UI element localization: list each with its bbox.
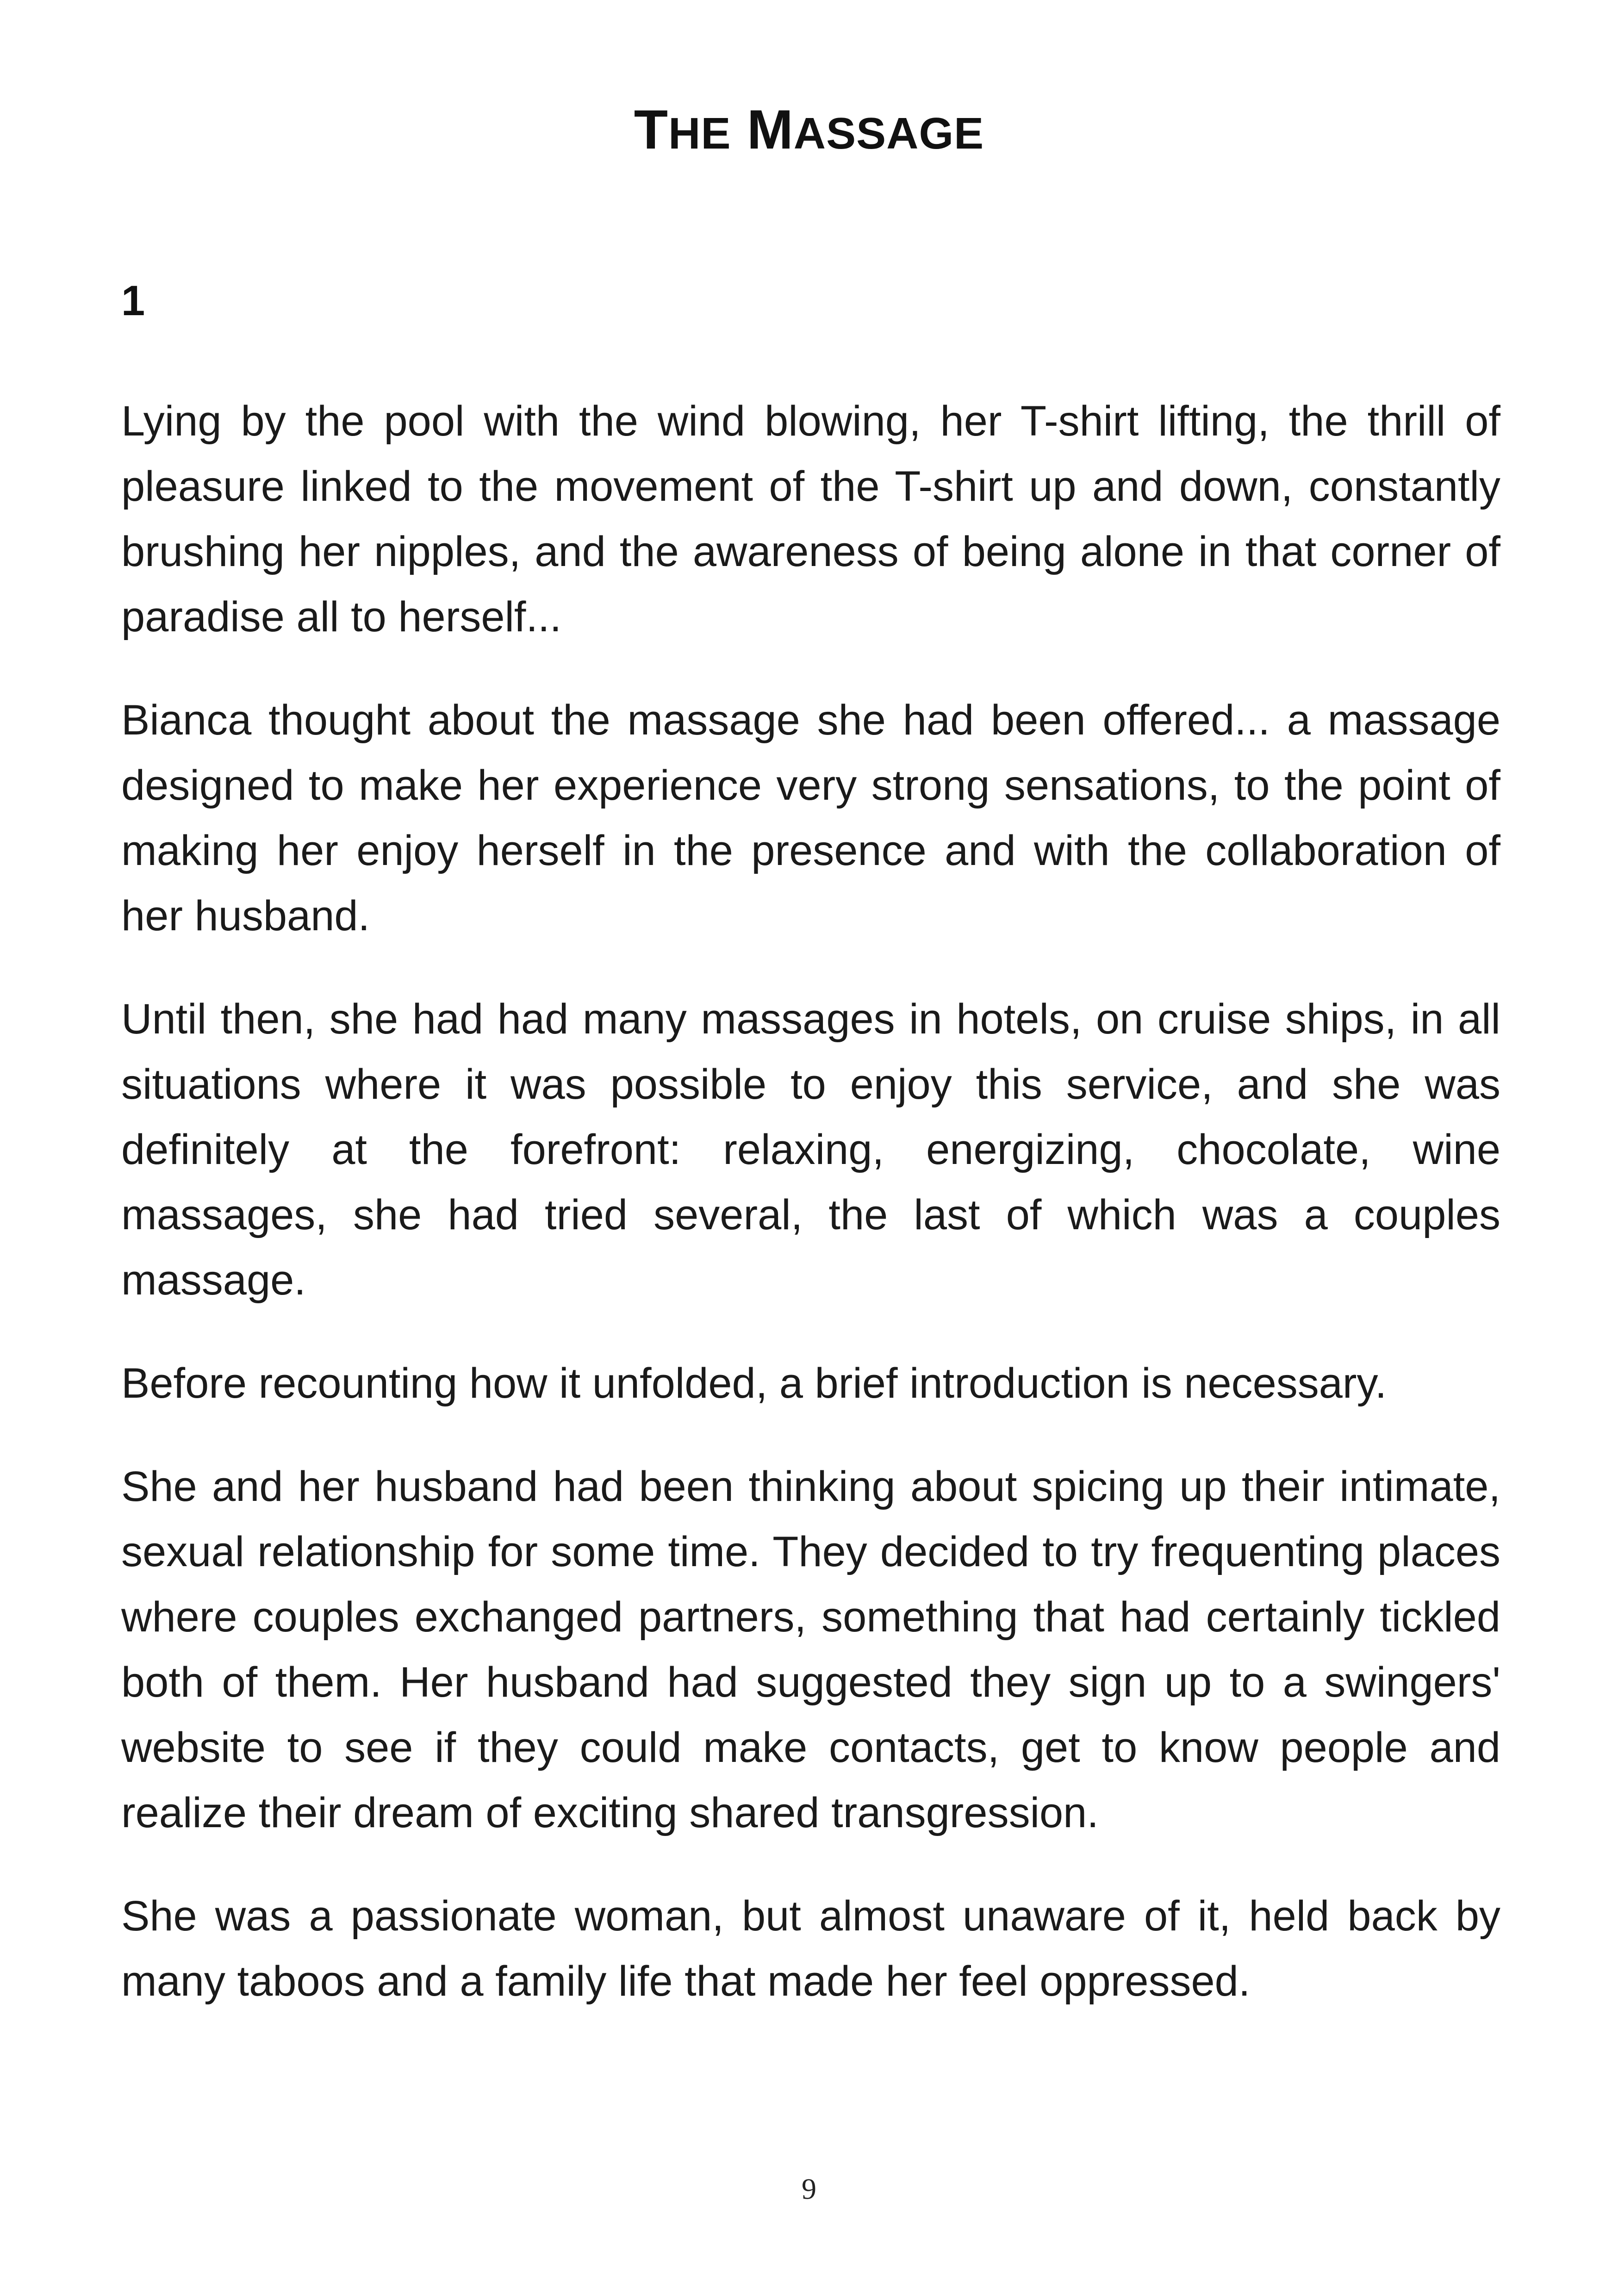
body-text bbox=[121, 389, 1500, 2052]
paragraph-1: Lying by the pool with the wind blowing, her T-shirt lifting, the thrill of pleasure linked to the movement of the T-shirt up and down, constantly brushing her nipples, and the awareness of being alone in that corner of paradise all to herself... bbox=[121, 398, 1500, 641]
title-initial-t: T bbox=[634, 99, 669, 161]
title-smallcaps-assage: ASSAGE bbox=[793, 109, 984, 158]
section-number: 1 bbox=[121, 277, 145, 324]
paragraph-6: She was a passionate woman, but almost unaware of it, held back by many taboos and a family life that made her feel oppressed. bbox=[121, 1892, 1500, 2005]
paragraph-3: Until then, she had had many massages in hotels, on cruise ships, in all situations where it was possible to enjoy this service, and she was definitely at the forefront: relaxing, energizing, chocolate, wine massages, she had tried several, the last of which was a couples massage. bbox=[121, 996, 1500, 1304]
paragraph-2: Bianca thought about the massage she had been offered... a massage designed to make her experience very strong sensations, to the point of making her enjoy herself in the presence and with the collaboration of her husband. bbox=[121, 697, 1500, 940]
title-initial-m: M bbox=[747, 99, 794, 161]
title-smallcaps-he: HE bbox=[668, 109, 731, 158]
paragraph-4: Before recounting how it unfolded, a brief introduction is necessary. bbox=[121, 1360, 1387, 1407]
paragraph-5: She and her husband had been thinking about spicing up their intimate, sexual relationship for some time. They decided to try frequenting places where couples exchanged partners, something that had certainly tickled both of them. Her husband had suggested they sign up to a swingers' website to see if they could make contacts, get to know people and realize their dream of exciting shared transgression. bbox=[121, 1463, 1500, 1836]
page-number: 9 bbox=[802, 2172, 816, 2205]
chapter-title bbox=[0, 93, 1618, 171]
